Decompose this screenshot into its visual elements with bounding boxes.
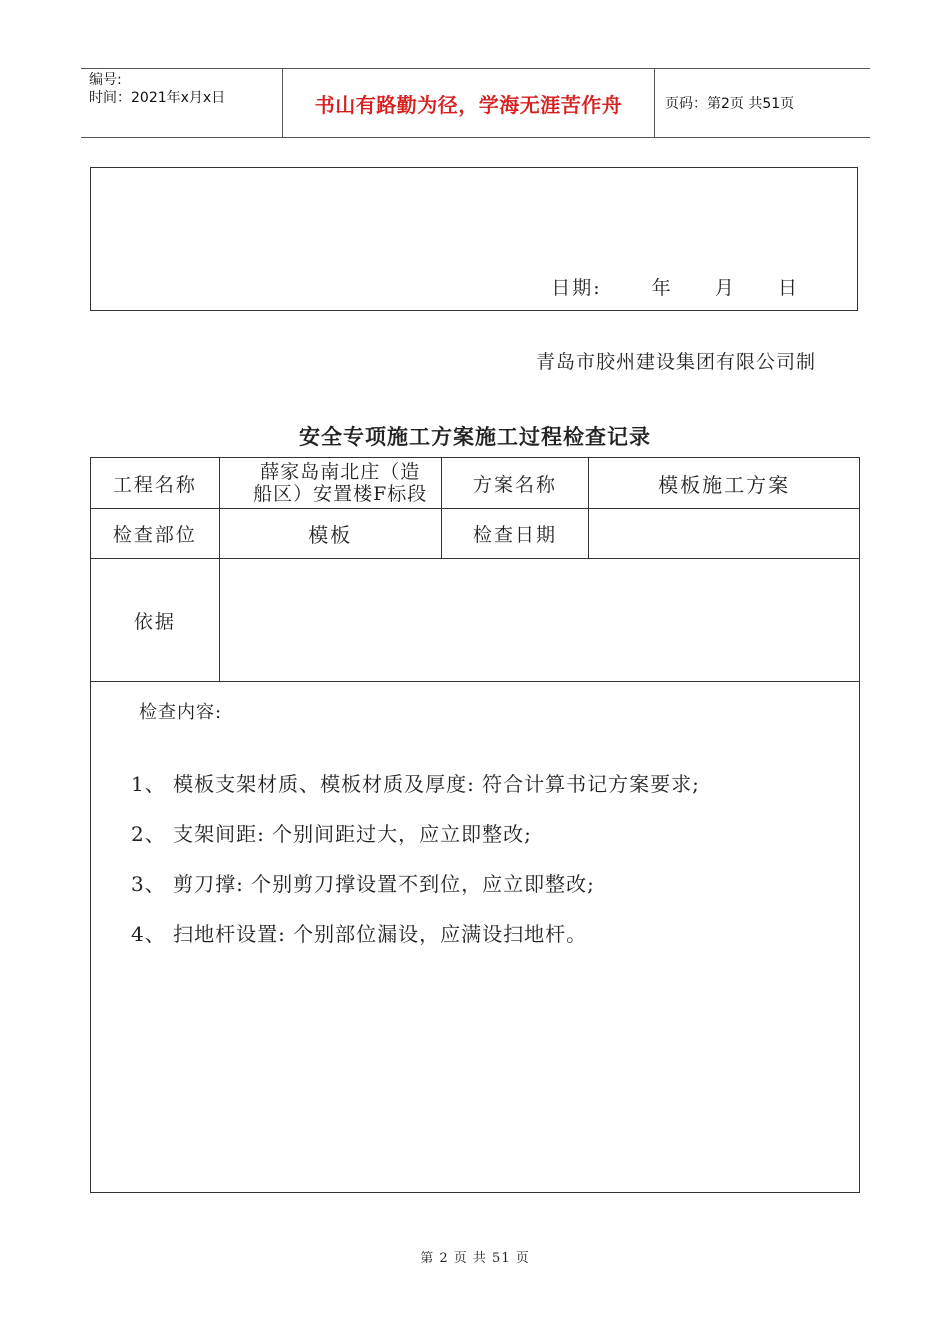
inspection-item: 4、 扫地杆设置: 个别部位漏设，应满设扫地杆。 — [131, 922, 588, 946]
project-name-label: 工程名称 — [91, 458, 220, 509]
table-row — [91, 509, 860, 559]
date-day: 日 — [777, 277, 799, 299]
inspection-content-label: 检查内容: — [139, 702, 223, 723]
inspection-date-value — [589, 509, 860, 559]
signature-date-line — [551, 273, 799, 300]
table-row — [91, 682, 860, 1193]
inspection-item: 2、 支架间距: 个别间距过大，应立即整改; — [131, 822, 532, 846]
project-name-line-2: 船区）安置楼F标段 — [253, 483, 428, 505]
inspection-item: 3、 剪刀撑: 个别剪刀撑设置不到位，应立即整改; — [131, 872, 595, 896]
project-name-value — [219, 458, 441, 509]
basis-label: 依据 — [91, 559, 220, 682]
date-label: 日期: — [551, 277, 602, 299]
document-number-label: 编号: — [89, 72, 122, 88]
document-time-label: 时间：2021年x月x日 — [89, 90, 226, 106]
page-header — [81, 68, 870, 138]
basis-value — [219, 559, 859, 682]
table-row — [91, 559, 860, 682]
header-page-info: 页码：第2页 共51页 — [665, 96, 795, 112]
date-year: 年 — [651, 277, 673, 299]
project-name-line-1: 薛家岛南北庄（造 — [260, 461, 421, 483]
page-title: 安全专项施工方案施工过程检查记录 — [299, 424, 651, 449]
scheme-name-value: 模板施工方案 — [589, 458, 860, 509]
inspection-item: 1、 模板支架材质、模板材质及厚度: 符合计算书记方案要求; — [131, 772, 700, 796]
page-footer: 第 2 页 共 51 页 — [420, 1251, 530, 1266]
inspection-content-cell — [91, 682, 860, 1193]
scheme-name-label: 方案名称 — [441, 458, 589, 509]
inspection-date-label: 检查日期 — [441, 509, 589, 559]
inspection-part-value: 模板 — [219, 509, 441, 559]
inspection-record-table — [90, 457, 860, 1193]
table-row — [91, 458, 860, 509]
header-meta — [81, 69, 282, 137]
header-motto: 书山有路勤为径，学海无涯苦作舟 — [282, 69, 655, 137]
date-month: 月 — [714, 277, 736, 299]
inspection-part-label: 检查部位 — [91, 509, 220, 559]
signature-box — [90, 167, 858, 311]
company-name: 青岛市胶州建设集团有限公司制 — [535, 351, 816, 373]
